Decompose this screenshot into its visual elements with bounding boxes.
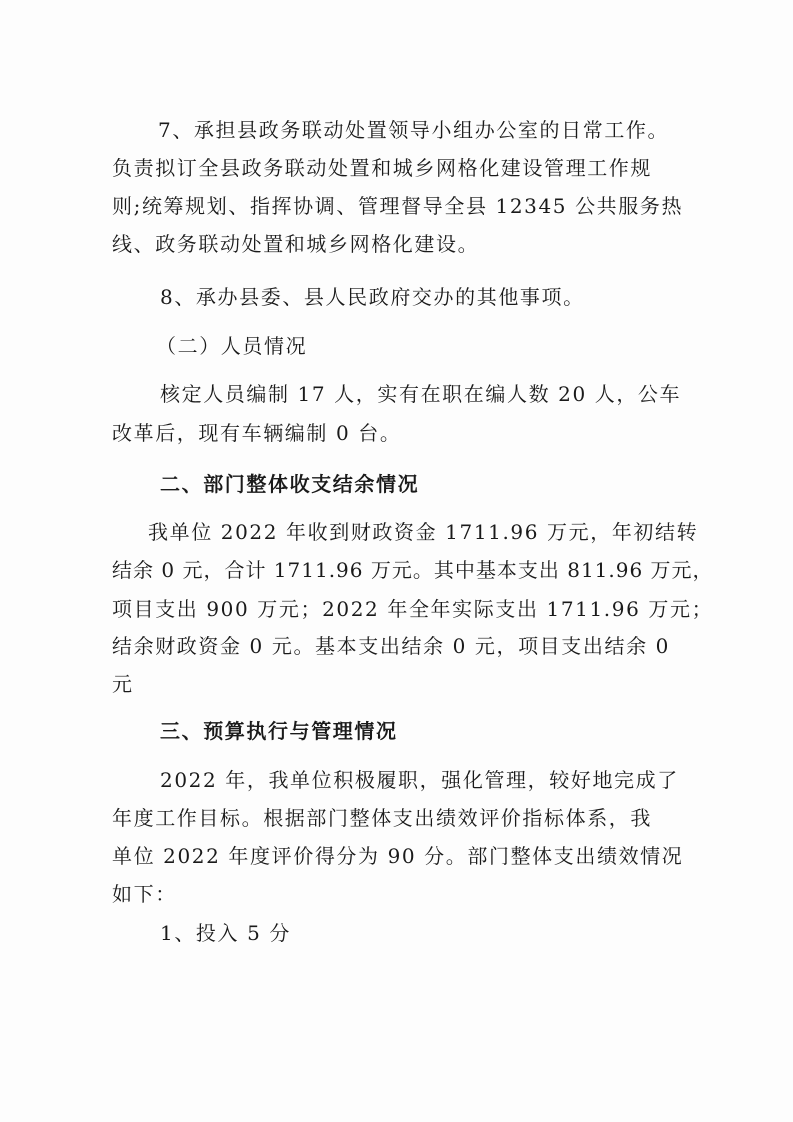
section-2-body-line-2: 结余 0 元，合计 1711.96 万元。其中基本支出 811.96 万元， xyxy=(112,558,714,582)
section-3-heading: 三、预算执行与管理情况 xyxy=(160,719,398,743)
staff-info-line-1: 核定人员编制 17 人，实有在职在编人数 20 人，公车 xyxy=(160,382,682,406)
item-7-line-4: 线、政务联动处置和城乡网格化建设。 xyxy=(112,232,480,256)
staff-heading: （二）人员情况 xyxy=(156,334,308,358)
item-7-line-3: 则;统筹规划、指挥协调、管理督导全县 12345 公共服务热 xyxy=(112,194,684,218)
item-8-line-1: 8、承办县委、县人民政府交办的其他事项。 xyxy=(160,285,585,309)
section-2-body-line-5: 元 xyxy=(112,672,134,696)
section-2-body-line-1: 我单位 2022 年收到财政资金 1711.96 万元，年初结转 xyxy=(148,520,699,544)
section-3-body-line-4: 如下： xyxy=(112,882,177,906)
item-7-line-2: 负责拟订全县政务联动处置和城乡网格化建设管理工作规 xyxy=(112,156,652,180)
section-2-body-line-4: 结余财政资金 0 元。基本支出结余 0 元，项目支出结余 0 xyxy=(112,634,670,658)
input-score-line: 1、投入 5 分 xyxy=(160,921,291,945)
section-2-body-line-3: 项目支出 900 万元；2022 年全年实际支出 1711.96 万元； xyxy=(112,597,714,621)
section-3-body-line-1: 2022 年，我单位积极履职，强化管理，较好地完成了 xyxy=(160,768,679,792)
section-3-body-line-2: 年度工作目标。根据部门整体支出绩效评价指标体系，我 xyxy=(112,806,652,830)
section-2-heading: 二、部门整体收支结余情况 xyxy=(160,472,420,496)
section-3-body-line-3: 单位 2022 年度评价得分为 90 分。部门整体支出绩效情况 xyxy=(112,844,684,868)
staff-info-line-2: 改革后，现有车辆编制 0 台。 xyxy=(112,421,402,445)
item-7-line-1: 7、承担县政务联动处置领导小组办公室的日常工作。 xyxy=(158,118,670,142)
